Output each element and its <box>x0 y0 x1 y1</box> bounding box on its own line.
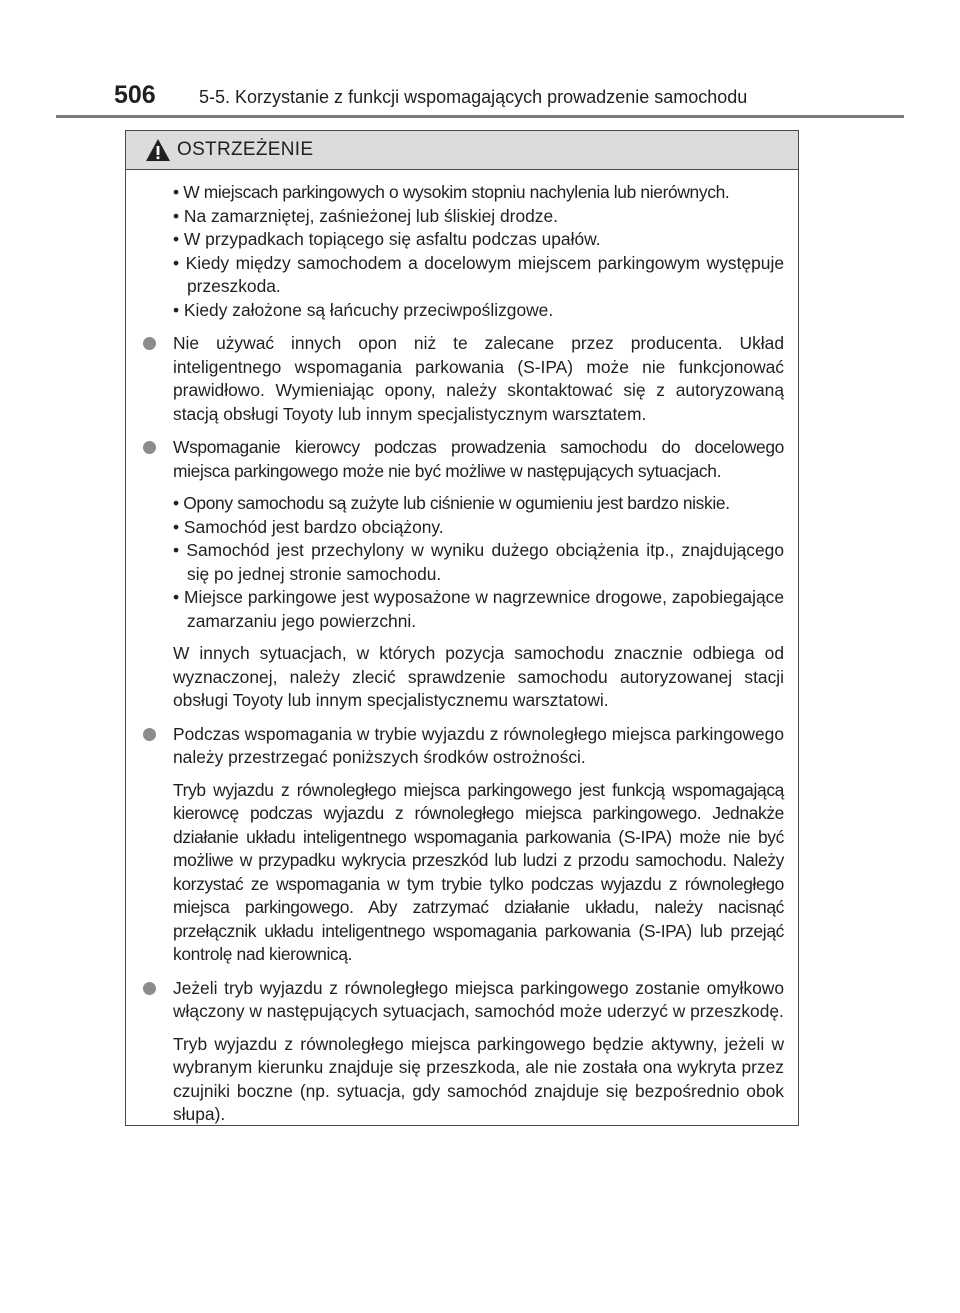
list-item: • W miejscach parkingowych o wysokim stopniu nachylenia lub nierównych. <box>173 181 784 205</box>
list-item: • Kiedy założone są łańcuchy przeciwpoślizgowe. <box>173 299 784 323</box>
item-text: Wspomaganie kierowcy podczas prowadzenia samochodu do docelowego miejsca parkingowego może nie być możliwe w następujących sytuacjach. <box>173 437 784 481</box>
warning-header <box>126 131 798 170</box>
item-text: Podczas wspomagania w trybie wyjazdu z równoległego miejsca parkingowego należy przestrzegać poniższych środków ostrożności. <box>173 723 784 767</box>
item-text: Jeżeli tryb wyjazdu z równoległego miejsca parkingowego zostanie omyłkowo włączony w następujących sytuacjach, samochód może uderzyć w przeszkodę. <box>173 977 784 1021</box>
bullet-dot-icon <box>143 441 156 454</box>
header-rule <box>56 115 904 118</box>
warning-item <box>173 977 784 1127</box>
list-item: • Opony samochodu są zużyte lub ciśnienie w ogumieniu jest bardzo niskie. <box>173 492 784 516</box>
warning-box <box>125 130 799 1126</box>
item-note: Tryb wyjazdu z równoległego miejsca parkingowego będzie aktywny, jeżeli w wybranym kierunku znajduje się przeszkoda, ale nie została ona wykryta przez czujniki boczne (np. sytuacja, gdy samochód znajduje się bezpośrednio obok słupa). <box>173 1033 784 1124</box>
sublist <box>173 492 784 633</box>
bullet-dot-icon <box>143 982 156 995</box>
list-item: • W przypadkach topiącego się asfaltu podczas upałów. <box>173 228 784 252</box>
top-list <box>173 181 784 322</box>
page-number: 506 <box>114 81 156 109</box>
item-note: W innych sytuacjach, w których pozycja samochodu znacznie odbiega od wyznaczonej, należy zlecić sprawdzenie samochodu autoryzowanej stacji obsługi Toyoty lub innym specjalistycznemu warsztatowi. <box>173 643 784 710</box>
section-title: 5-5. Korzystanie z funkcji wspomagających prowadzenie samochodu <box>199 87 748 107</box>
warning-title: OSTRZEŻENIE <box>177 139 314 160</box>
bullet-dot-icon <box>143 728 156 741</box>
list-item: • Miejsce parkingowe jest wyposażone w nagrzewnice drogowe, zapobiegające zamarzaniu jego powierzchni. <box>173 586 784 633</box>
warning-item <box>173 723 784 967</box>
warning-item <box>173 436 784 713</box>
warning-triangle-icon <box>145 138 171 162</box>
list-item: • Na zamarzniętej, zaśnieżonej lub śliskiej drodze. <box>173 205 784 229</box>
list-item: • Samochód jest przechylony w wyniku dużego obciążenia itp., znajdującego się po jednej stronie samochodu. <box>173 539 784 586</box>
warning-item <box>173 332 784 426</box>
item-text: Nie używać innych opon niż te zalecane przez producenta. Układ inteligentnego wspomagania parkowania (S-IPA) może nie funkcjonować prawidłowo. Wymieniając opony, należy skontaktować się z autoryzowaną stacją obsługi Toyoty lub innym specjalistycznym warsztatem. <box>173 333 784 424</box>
item-note: Tryb wyjazdu z równoległego miejsca parkingowego jest funkcją wspomagającą kierowcę podczas wyjazdu z równoległego miejsca parkingowego. Jednakże działanie układu inteligentnego wspomagania parkowania (S-IPA) może nie być możliwe w przypadku wykrycia przeszkód lub ludzi z przodu samochodu. Należy korzystać ze wspomagania w tym trybie tylko podczas wyjazdu z równoległego miejsca parkingowego. Aby zatrzymać działanie układu, należy nacisnąć przełącznik układu inteligentnego wspomagania parkowania (S-IPA) lub przejąć kontrolę nad kierownicą. <box>173 779 784 964</box>
warning-content <box>173 181 784 1127</box>
bullet-dot-icon <box>143 337 156 350</box>
list-item: • Samochód jest bardzo obciążony. <box>173 516 784 540</box>
list-item: • Kiedy między samochodem a docelowym miejscem parkingowym występuje przeszkoda. <box>173 252 784 299</box>
